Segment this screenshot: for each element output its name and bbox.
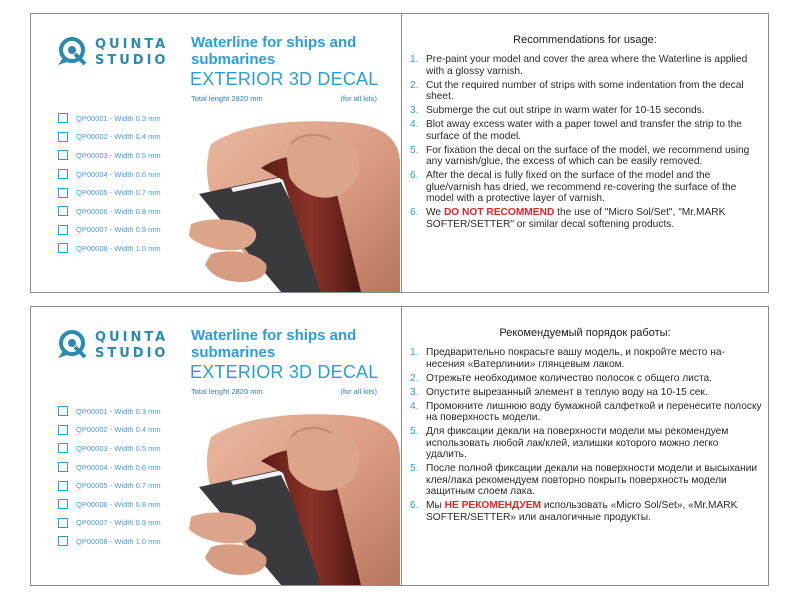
step-number: 2. <box>410 79 419 91</box>
step-number: 2. <box>410 372 419 384</box>
step-text-before-warning: Мы <box>426 500 445 512</box>
step-text: Blot away excess water with a paper towel and transfer the strip to the surface of the model. <box>426 119 742 142</box>
recommendation-step <box>410 347 762 370</box>
product-code-label: QP00007 - Width 0.9 mm <box>76 518 161 528</box>
product-code-item <box>58 532 208 551</box>
recommendation-step <box>410 145 762 168</box>
step-text: For fixation the decal on the surface of the model, we recommend using any varnish/glue, the excess of which can be easily removed. <box>426 144 750 168</box>
checkbox-icon[interactable] <box>58 113 68 123</box>
warning-text: DO NOT RECOMMEND <box>443 207 555 219</box>
product-code-item <box>58 165 208 184</box>
step-text-after-warning: использовать «Micro Sol/Set», «Mr.MARK SOFTER/SETTER» или аналогичные продукты. <box>426 500 738 524</box>
product-subtitle: Waterline for ships and submarines <box>191 34 357 68</box>
step-number: 4. <box>410 119 419 131</box>
step-number: 6. <box>410 170 419 182</box>
checkbox-icon[interactable] <box>58 481 68 491</box>
logo-mark-icon <box>55 34 91 70</box>
step-number: 3. <box>410 105 419 117</box>
product-code-item <box>58 476 208 495</box>
product-code-label: QP00001 - Width 0.3 mm <box>76 113 161 123</box>
step-text <box>426 500 762 523</box>
recommendation-step <box>410 54 762 77</box>
recommendations-title: Рекомендуемый порядок работы: <box>499 327 671 339</box>
product-code-label: QP00004 - Width 0.6 mm <box>76 169 161 179</box>
step-number: 6. <box>410 207 419 219</box>
instruction-card-english <box>30 13 769 293</box>
step-number: 1. <box>410 54 419 65</box>
product-code-item <box>58 421 208 440</box>
product-code-list <box>58 402 208 551</box>
product-code-label: QP00005 - Width 0.7 mm <box>76 188 161 198</box>
recommendations-panel <box>401 307 768 585</box>
recommendation-step <box>410 373 762 385</box>
product-code-label: QP00006 - Width 0.8 mm <box>76 206 161 216</box>
logo-text-quinta: QUINTA <box>95 330 169 345</box>
recommendation-step <box>410 463 762 498</box>
product-panel <box>31 14 400 292</box>
step-text: Предварительно покрасьте вашу модель, и покройте место на-несения «Ватерлинии» глянцевым лаком. <box>426 347 725 370</box>
recommendations-title: Recommendations for usage: <box>513 34 657 46</box>
product-title: EXTERIOR 3D DECAL <box>190 69 379 89</box>
product-code-label: QP00007 - Width 0.9 mm <box>76 225 161 235</box>
recommendation-step <box>410 387 762 399</box>
checkbox-icon[interactable] <box>58 132 68 142</box>
product-code-item <box>58 239 208 258</box>
step-number: 6. <box>410 500 419 512</box>
recommendation-step <box>410 500 762 523</box>
product-code-label: QP00008 - Width 1.0 mm <box>76 243 161 253</box>
product-code-label: QP00002 - Width 0.4 mm <box>76 132 161 142</box>
all-kits-note: (for all kits) <box>340 387 377 396</box>
step-number: 5. <box>410 144 419 156</box>
product-code-item <box>58 128 208 147</box>
product-code-item <box>58 402 208 421</box>
total-length-text: Total lenght 2820 mm <box>191 387 263 396</box>
total-length-text: Total lenght 2820 mm <box>191 94 263 103</box>
recommendation-step <box>410 80 762 103</box>
logo-text-studio: STUDIO <box>95 346 169 361</box>
recommendation-steps <box>410 347 762 526</box>
logo-mark-icon <box>55 327 91 363</box>
total-length-row <box>191 387 377 396</box>
warning-text: НЕ РЕКОМЕНДУЕМ <box>444 500 541 512</box>
step-text: Для фиксации декали на поверхности модели мы рекомендуем использовать любой лак/клей, излишки которого можно легко удалить. <box>426 426 729 461</box>
step-text: Submerge the cut out stripe in warm water for 10-15 seconds. <box>426 105 705 117</box>
step-text: После полной фиксации декали на поверхности модели и высыхании клея/лака рекомендуем повторно покрыть поверхность модели защитным слоем лака. <box>426 463 758 498</box>
product-code-label: QP00005 - Width 0.7 mm <box>76 481 161 491</box>
product-code-item <box>58 109 208 128</box>
product-code-list <box>58 109 208 258</box>
product-code-label: QP00002 - Width 0.4 mm <box>76 425 161 435</box>
step-number: 5. <box>410 426 419 438</box>
step-number: 4. <box>410 400 419 412</box>
recommendation-step <box>410 426 762 461</box>
step-text: Cut the required number of strips with some indentation from the decal sheet. <box>426 79 744 103</box>
checkbox-icon[interactable] <box>58 225 68 235</box>
checkbox-icon[interactable] <box>58 169 68 179</box>
step-number: 1. <box>410 347 419 358</box>
recommendation-step <box>410 401 762 424</box>
product-code-label: QP00004 - Width 0.6 mm <box>76 462 161 472</box>
product-code-label: QP00008 - Width 1.0 mm <box>76 536 161 546</box>
product-code-label: QP00006 - Width 0.8 mm <box>76 499 161 509</box>
checkbox-icon[interactable] <box>58 518 68 528</box>
checkbox-icon[interactable] <box>58 406 68 416</box>
product-subtitle: Waterline for ships and submarines <box>191 327 357 361</box>
product-panel <box>31 307 400 585</box>
checkbox-icon[interactable] <box>58 443 68 453</box>
step-text: Отрежьте необходимое количество полосок с общего листа. <box>426 372 712 384</box>
step-text: Промокните лишнюю воду бумажной салфеткой и перенесите полоску на поверхность модели. <box>426 400 762 424</box>
recommendation-step <box>410 119 762 142</box>
product-code-label: QP00001 - Width 0.3 mm <box>76 406 161 416</box>
product-code-item <box>58 202 208 221</box>
recommendations-panel <box>401 14 768 292</box>
recommendation-step <box>410 170 762 205</box>
checkbox-icon[interactable] <box>58 462 68 472</box>
product-code-item <box>58 221 208 240</box>
product-code-item <box>58 495 208 514</box>
instruction-card-russian <box>30 306 769 586</box>
recommendation-steps <box>410 54 762 233</box>
product-code-item <box>58 183 208 202</box>
product-title: EXTERIOR 3D DECAL <box>190 362 379 382</box>
step-text: After the decal is fully fixed on the surface of the model and the glue/varnish has dried, we recommend re-covering the surface of the model with a protective layer of varnish. <box>426 170 737 205</box>
step-text <box>426 207 762 230</box>
product-code-label: QP00003 - Width 0.5 mm <box>76 443 161 453</box>
logo-text-quinta: QUINTA <box>95 37 169 52</box>
product-code-label: QP00003 - Width 0.5 mm <box>76 150 161 160</box>
checkbox-icon[interactable] <box>58 243 68 253</box>
step-text-after-warning: the use of "Micro Sol/Set", "Mr.MARK SOFTER/SETTER" or similar decal softening products. <box>426 207 726 231</box>
checkbox-icon[interactable] <box>58 425 68 435</box>
checkbox-icon[interactable] <box>58 536 68 546</box>
total-length-row <box>191 94 377 103</box>
checkbox-icon[interactable] <box>58 206 68 216</box>
step-text-before-warning: We <box>426 207 444 219</box>
checkbox-icon[interactable] <box>58 499 68 509</box>
product-code-item <box>58 439 208 458</box>
quinta-studio-logo <box>55 34 195 74</box>
checkbox-icon[interactable] <box>58 150 68 160</box>
logo-text-studio: STUDIO <box>95 53 169 68</box>
product-code-item <box>58 458 208 477</box>
step-text: Опустите вырезанный элемент в теплую воду на 10-15 сек. <box>426 386 708 398</box>
recommendation-step <box>410 207 762 230</box>
product-code-item <box>58 514 208 533</box>
recommendation-step <box>410 105 762 117</box>
step-number: 5. <box>410 463 419 475</box>
quinta-studio-logo <box>55 327 195 367</box>
checkbox-icon[interactable] <box>58 188 68 198</box>
all-kits-note: (for all kits) <box>340 94 377 103</box>
step-text: Pre-paint your model and cover the area where the Waterline is applied with a glossy varnish. <box>426 54 748 77</box>
step-number: 3. <box>410 386 419 398</box>
product-code-item <box>58 146 208 165</box>
